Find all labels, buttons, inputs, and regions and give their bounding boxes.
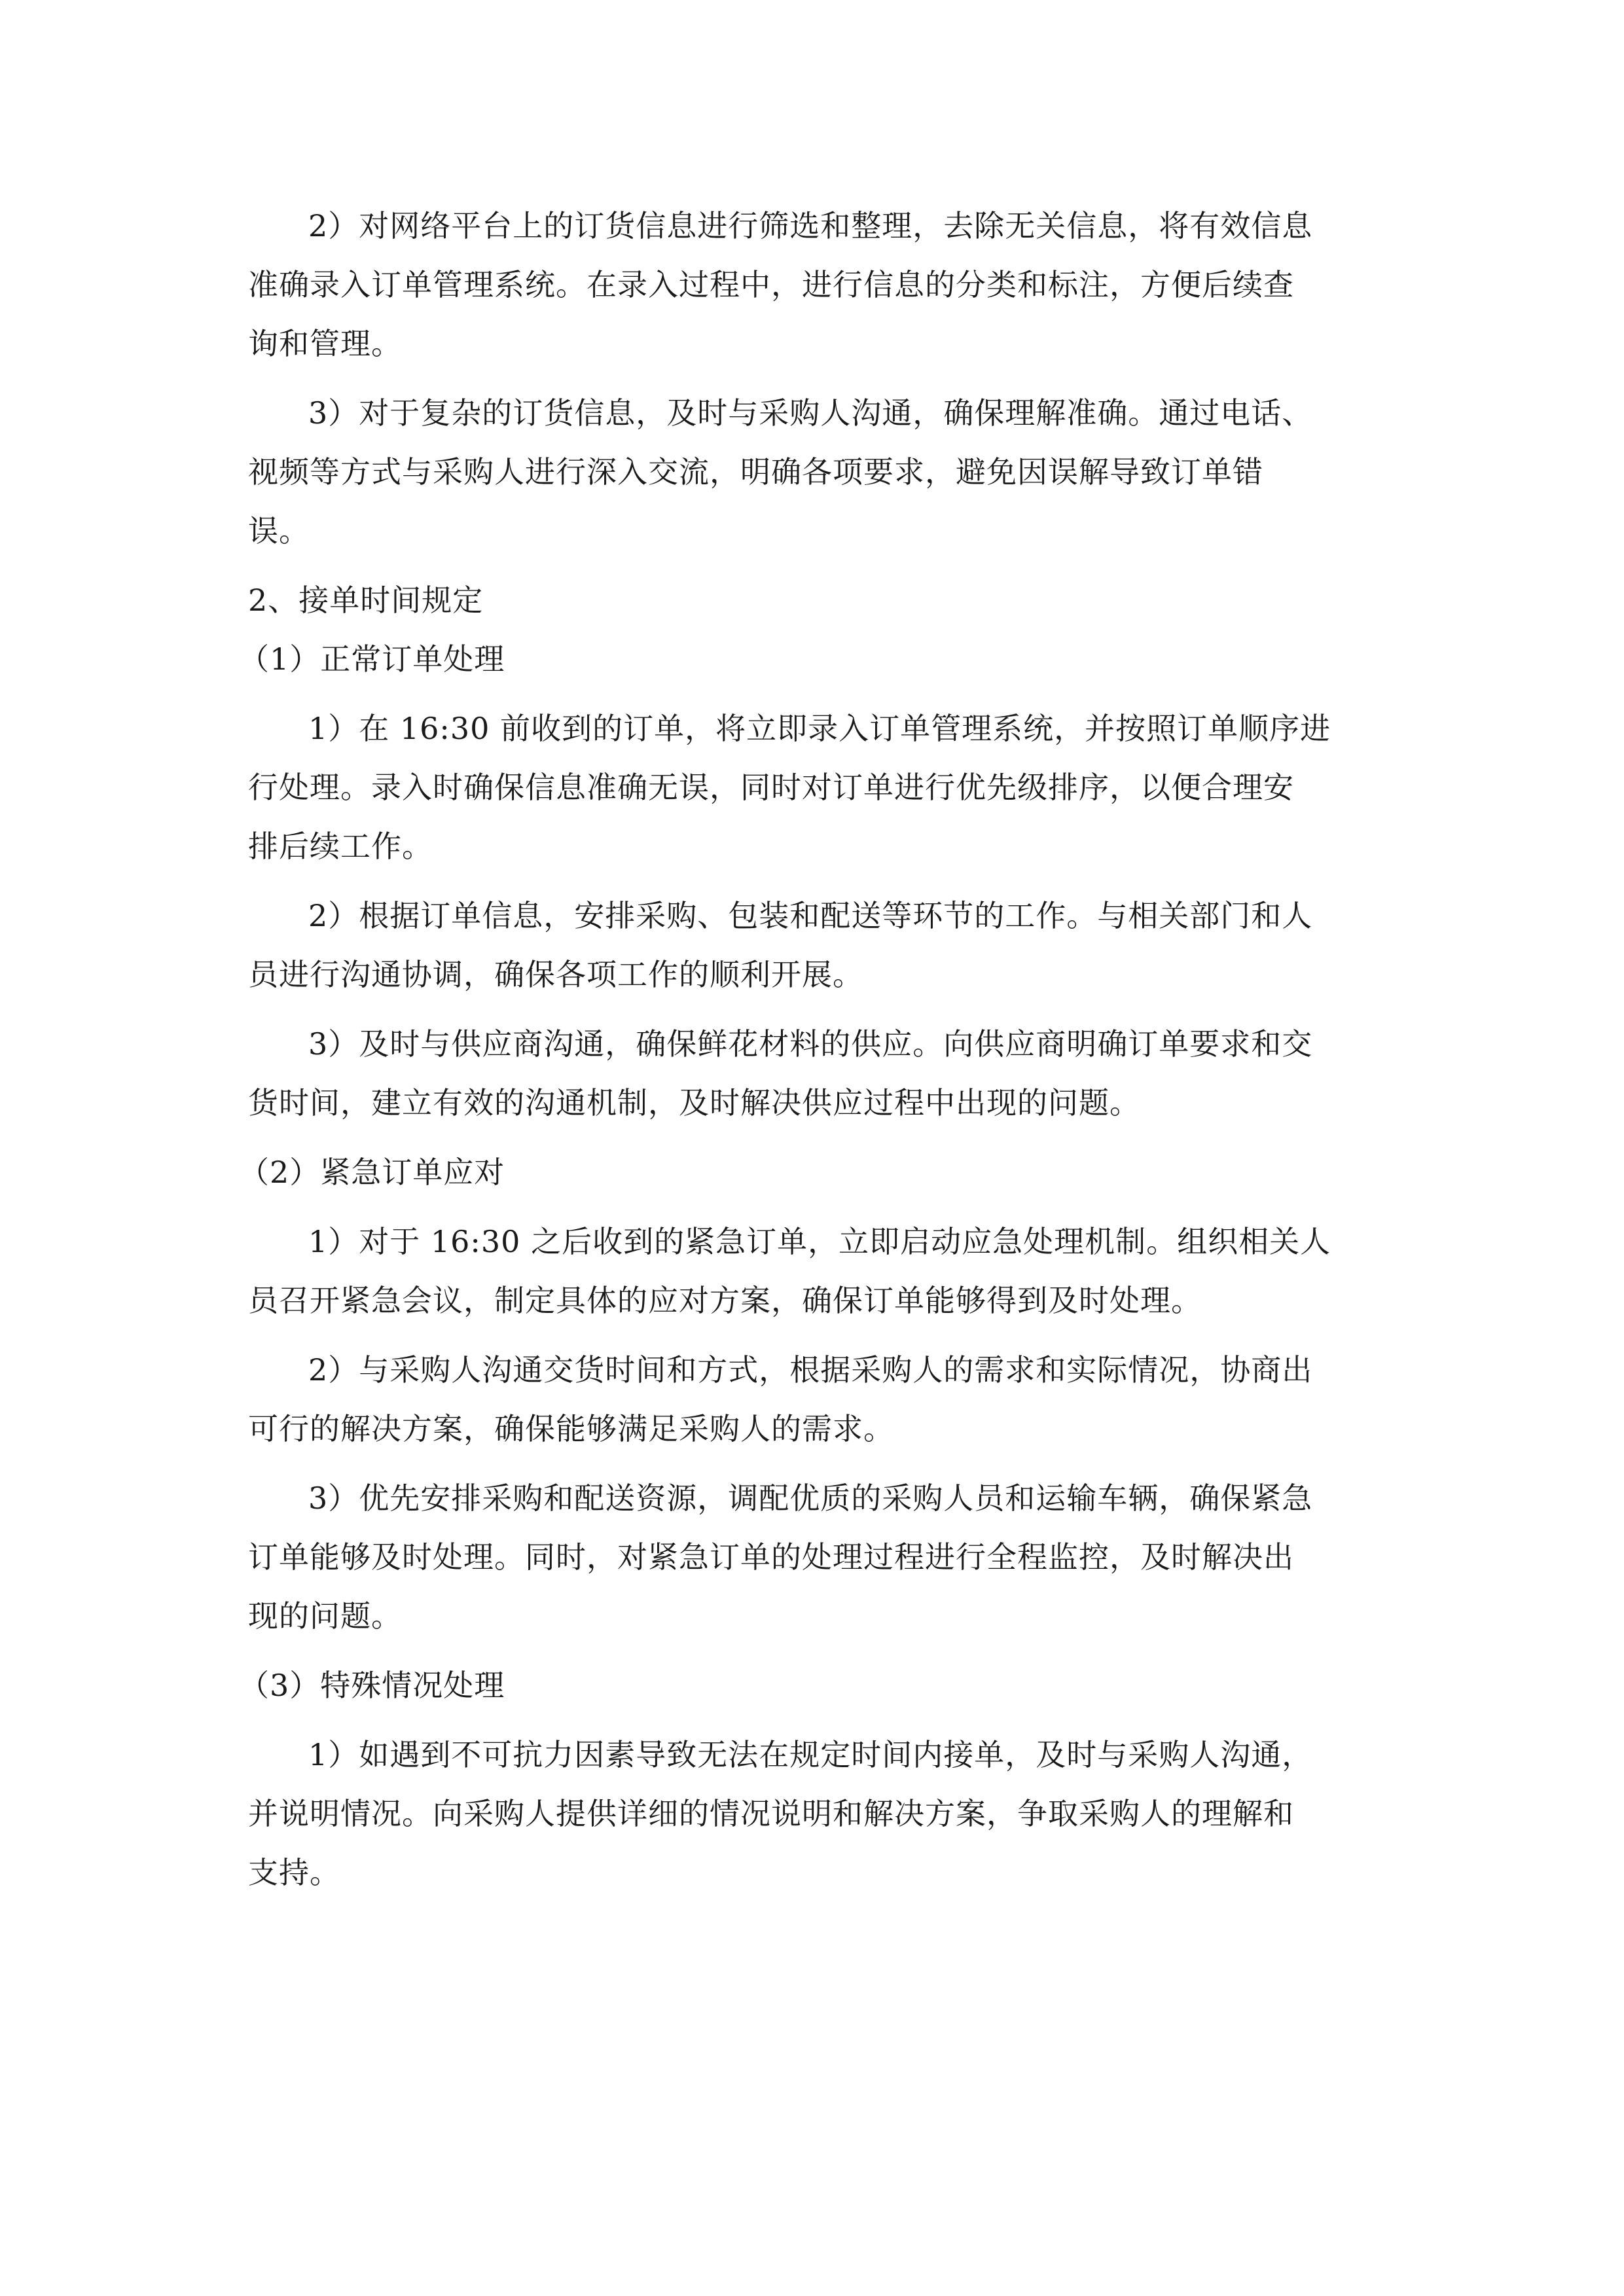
- paragraph-line: 误。: [248, 513, 310, 548]
- sub-heading: （1）正常订单处理: [239, 641, 505, 677]
- paragraph-line: 行处理。录入时确保信息准确无误，同时对订单进行优先级排序，以便合理安: [248, 770, 1294, 805]
- paragraph: [248, 1469, 1390, 1645]
- paragraph-line: 3）及时与供应商沟通，确保鲜花材料的供应。向供应商明确订单要求和交: [308, 1026, 1313, 1062]
- paragraph-line: 现的问题。: [248, 1598, 402, 1634]
- paragraph-line: 可行的解决方案，确保能够满足采购人的需求。: [248, 1411, 894, 1446]
- paragraph-line: 准确录入订单管理系统。在录入过程中，进行信息的分类和标注，方便后续查: [248, 267, 1294, 302]
- paragraph-line: 1）对于 16:30 之后收到的紧急订单，立即启动应急处理机制。组织相关人: [308, 1224, 1331, 1259]
- paragraph-line: 员召开紧急会议，制定具体的应对方案，确保订单能够得到及时处理。: [248, 1283, 1202, 1318]
- paragraph-line: 货时间，建立有效的沟通机制，及时解决供应过程中出现的问题。: [248, 1085, 1140, 1121]
- sub-heading: （3）特殊情况处理: [239, 1668, 505, 1703]
- paragraph: [248, 384, 1390, 560]
- paragraph-line: 并说明情况。向采购人提供详细的情况说明和解决方案，争取采购人的理解和: [248, 1796, 1294, 1831]
- paragraph: [248, 1725, 1390, 1902]
- paragraph-line: 员进行沟通协调，确保各项工作的顺利开展。: [248, 957, 863, 992]
- sub-heading: （2）紧急订单应对: [239, 1155, 505, 1190]
- paragraph: [248, 1212, 1390, 1330]
- paragraph-line: 2）根据订单信息，安排采购、包装和配送等环节的工作。与相关部门和人: [308, 898, 1313, 933]
- paragraph: [248, 886, 1390, 1004]
- paragraph: [248, 196, 1390, 373]
- section-heading: 2、接单时间规定: [248, 583, 484, 618]
- paragraph-line: 订单能够及时处理。同时，对紧急订单的处理过程进行全程监控，及时解决出: [248, 1539, 1294, 1575]
- paragraph-line: 1）在 16:30 前收到的订单，将立即录入订单管理系统，并按照订单顺序进: [308, 711, 1331, 746]
- paragraph: [248, 1014, 1390, 1132]
- paragraph-line: 2）对网络平台上的订货信息进行筛选和整理，去除无关信息，将有效信息: [308, 208, 1313, 243]
- paragraph: [248, 699, 1390, 876]
- paragraph-line: 询和管理。: [248, 326, 402, 361]
- paragraph-line: 视频等方式与采购人进行深入交流，明确各项要求，避免因误解导致订单错: [248, 454, 1263, 490]
- paragraph-line: 1）如遇到不可抗力因素导致无法在规定时间内接单，及时与采购人沟通，: [308, 1737, 1313, 1772]
- paragraph-line: 3）优先安排采购和配送资源，调配优质的采购人员和运输车辆，确保紧急: [308, 1480, 1313, 1516]
- paragraph-line: 3）对于复杂的订货信息，及时与采购人沟通，确保理解准确。通过电话、: [308, 395, 1313, 431]
- paragraph-line: 2）与采购人沟通交货时间和方式，根据采购人的需求和实际情况，协商出: [308, 1352, 1313, 1388]
- paragraph-line: 支持。: [248, 1855, 340, 1890]
- paragraph-line: 排后续工作。: [248, 829, 433, 864]
- document-page: [239, 196, 1390, 1912]
- paragraph: [248, 1340, 1390, 1458]
